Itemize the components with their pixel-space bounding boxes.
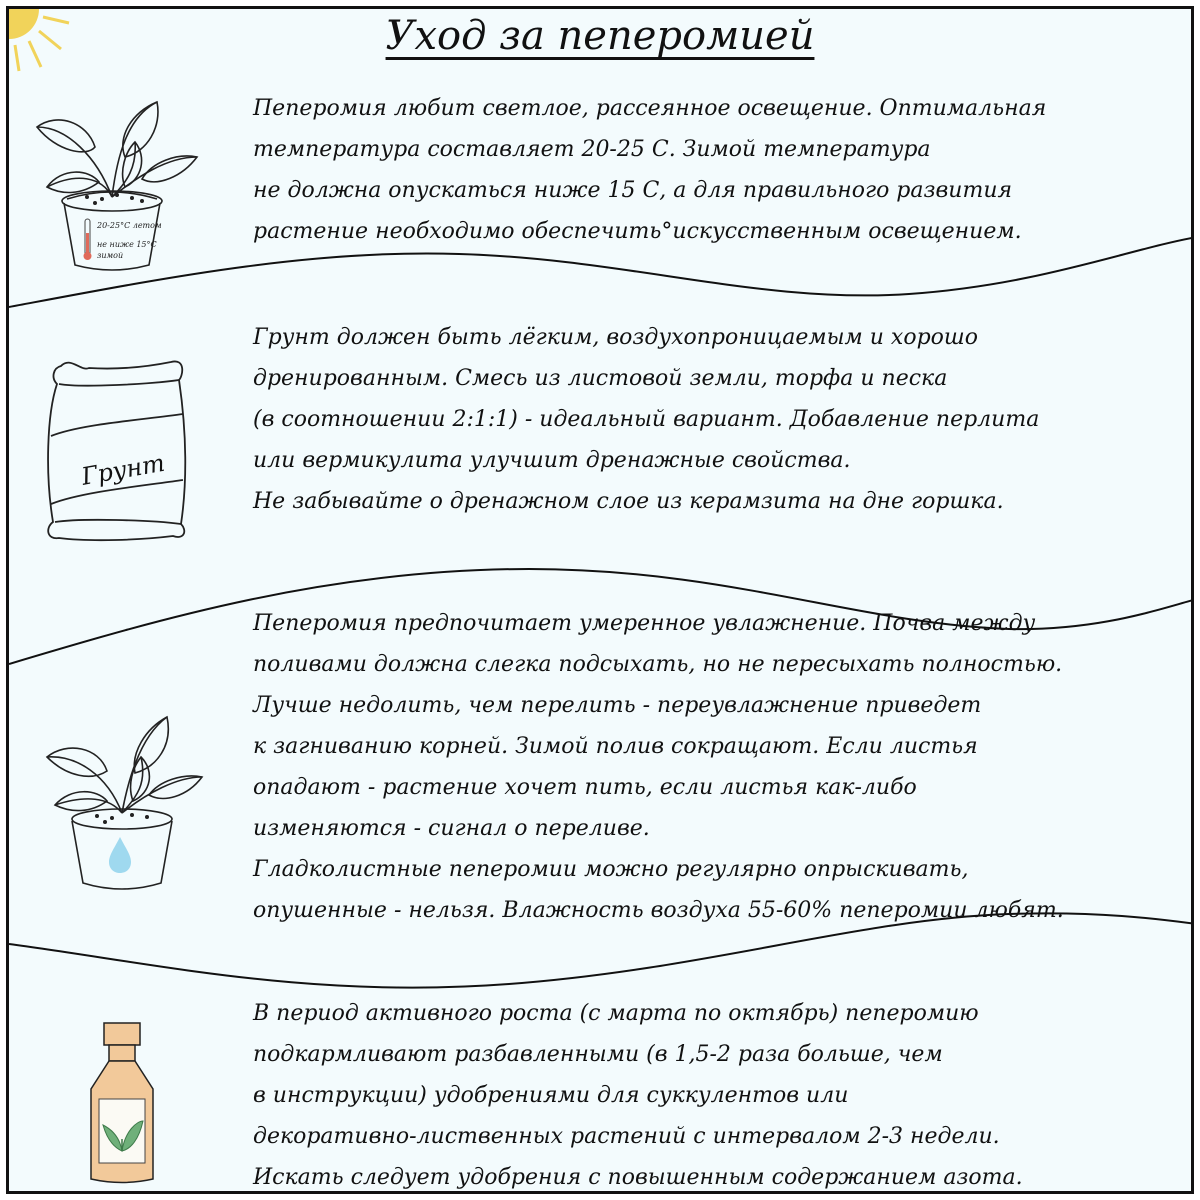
infographic-frame [6,6,1194,1194]
text-line: дренированным. Смесь из листовой земли, торфа и песка [253,366,948,391]
potted-plant-thermometer-icon [17,87,207,272]
text-line: растение необходимо обеспечить°искусственным освещением. [253,219,1022,244]
text-line: опушенные - нельзя. Влажность воздуха 55-60% пеперомии любят. [253,898,1064,923]
text-line: Искать следует удобрения с повышенным содержанием азота. [253,1165,1023,1190]
soil-bag-icon [41,354,191,544]
section-fertilizer-text [253,993,1153,1194]
section-water-text [253,603,1153,931]
potted-plant-water-drop-icon [37,705,207,895]
section-soil-text [253,317,1153,522]
section-light-text [253,88,1153,252]
page-title: Уход за пеперомией [385,13,815,59]
text-line: Не забывайте о дренажном слое из керамзита на дне горшка. [253,489,1004,514]
text-line: Лучше недолить, чем перелить - переувлажнение приведет [253,693,982,718]
text-line: подкармливают разбавленными (в 1,5-2 раза больше, чем [253,1042,943,1067]
thermometer-label-winter: зимой [97,251,124,260]
text-line: опадают - растение хочет пить, если листья как-либо [253,775,917,800]
water-drop [109,837,131,873]
text-line: поливами должна слегка подсыхать, но не пересыхать полностью. [253,652,1063,677]
text-line: Гладколистные пеперомии можно регулярно опрыскивать, [253,857,969,882]
soil-bag-label: Грунт [79,448,167,491]
text-line: к загниванию корней. Зимой полив сокращают. Если листья [253,734,978,759]
text-line: или вермикулита улучшит дренажные свойства. [253,448,851,473]
text-line: (в соотношении 2:1:1) - идеальный вариант. Добавление перлита [253,407,1040,432]
text-line: В период активного роста (с марта по октябрь) пеперомию [253,1001,979,1026]
text-line: Пеперомия любит светлое, рассеянное освещение. Оптимальная [253,96,1047,121]
text-line: Грунт должен быть лёгким, воздухопроницаемым и хорошо [253,325,978,350]
text-line: декоративно-лиственных растений с интервалом 2-3 недели. [253,1124,1000,1149]
text-line: не должна опускаться ниже 15 С, а для правильного развития [253,178,1013,203]
text-line: Пеперомия предпочитает умеренное увлажнение. Почва между [253,611,1036,636]
thermometer-label-summer: 20-25°С летом [97,221,162,230]
text-line: температура составляет 20-25 С. Зимой температура [253,137,931,162]
text-line: изменяются - сигнал о переливе. [253,816,650,841]
thermometer-label-min: не ниже 15°С [97,240,157,249]
text-line: в инструкции) удобрениями для суккулентов или [253,1083,849,1108]
fertilizer-bottle-icon [79,1021,169,1191]
